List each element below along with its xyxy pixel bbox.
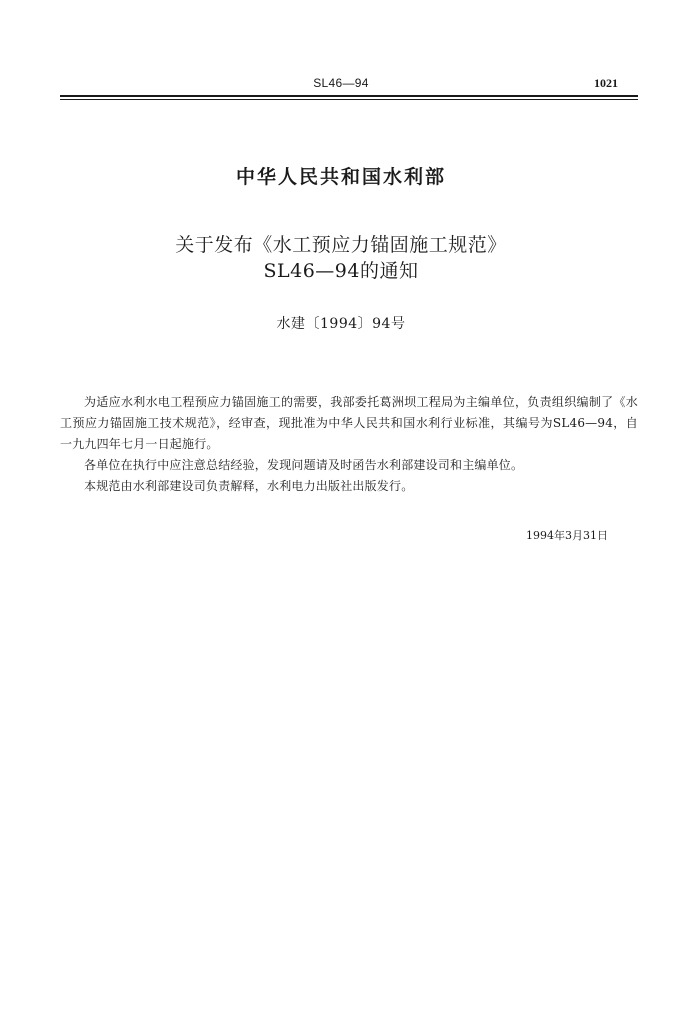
- notice-title-line-2: SL46—94的通知: [263, 260, 419, 282]
- body-paragraph: 本规范由水利部建设司负责解释，水利电力出版社出版发行。: [84, 479, 414, 493]
- issuing-ministry: 中华人民共和国水利部: [235, 166, 446, 188]
- notice-body: [60, 392, 638, 497]
- page-number: 1021: [594, 76, 618, 90]
- body-paragraph: 为适应水利水电工程预应力锚固施工的需要，我部委托葛洲坝工程局为主编单位，负责组织编制了《水工预应力锚固施工技术规范》，经审查，现批准为中华人民共和国水利行业标准，其编号为SL46—94，自一九九四年七月一日起施行。: [60, 395, 638, 451]
- issue-date: 1994年3月31日: [526, 529, 608, 542]
- header-rule-thick: [60, 95, 638, 97]
- header-rule-thin: [60, 99, 638, 100]
- header-standard-code: SL46—94: [313, 76, 369, 90]
- body-paragraph: 各单位在执行中应注意总结经验，发现问题请及时函告水利部建设司和主编单位。: [84, 458, 524, 472]
- document-number: 水建〔1994〕94号: [276, 316, 406, 332]
- notice-title-line-1: 关于发布《水工预应力锚固施工规范》: [175, 234, 507, 256]
